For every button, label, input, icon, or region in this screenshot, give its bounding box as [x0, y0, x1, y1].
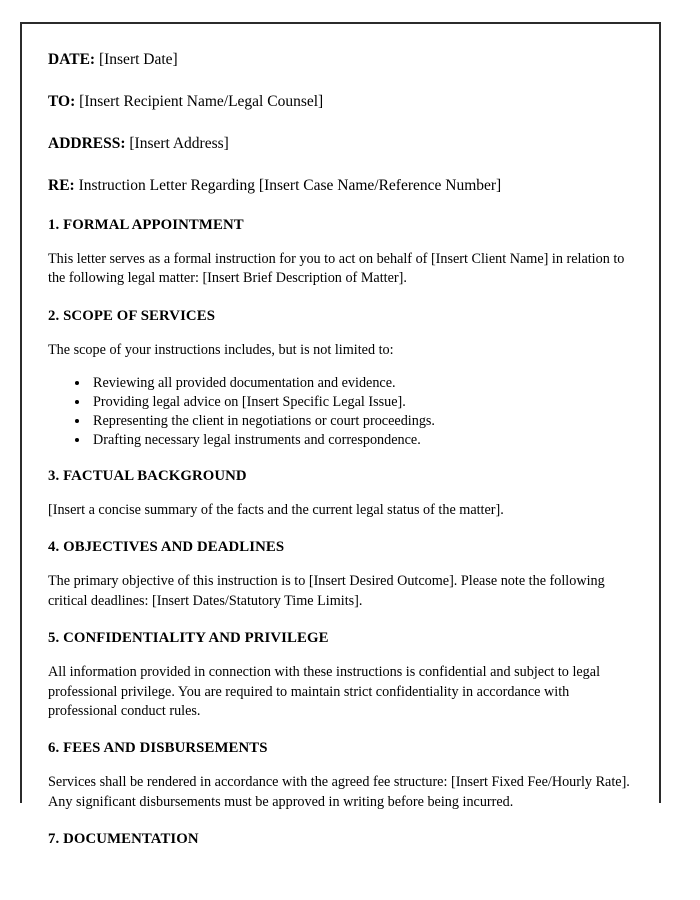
header-line-re	[48, 176, 630, 197]
scope-of-services-list	[48, 374, 630, 450]
header-value-re: Instruction Letter Regarding [Insert Case Name/Reference Number]	[74, 176, 502, 194]
document-page	[20, 22, 661, 848]
list-item: • Reviewing all provided documentation and evidence.	[90, 374, 630, 393]
section-scope-of-services	[48, 307, 630, 450]
section-paragraph: The scope of your instructions includes, but is not limited to:	[48, 341, 394, 358]
header-value-date: [Insert Date]	[95, 51, 178, 68]
section-heading: 1. FORMAL APPOINTMENT	[48, 216, 244, 233]
section-objectives-and-deadlines	[48, 538, 630, 611]
section-factual-background	[48, 467, 630, 521]
section-confidentiality-and-privilege	[48, 629, 630, 721]
header-value-to: [Insert Recipient Name/Legal Counsel]	[75, 92, 324, 110]
section-formal-appointment	[48, 216, 630, 289]
header-label-to: TO:	[48, 92, 76, 110]
section-paragraph: This letter serves as a formal instruction for you to act on behalf of [Insert Client Name] in relation to the following legal matter: [Insert Brief Description of Matter].	[48, 250, 625, 287]
list-item: • Drafting necessary legal instruments and correspondence.	[90, 431, 630, 450]
section-fees-and-disbursements	[48, 739, 630, 812]
section-heading: 2. SCOPE OF SERVICES	[48, 307, 216, 324]
list-item: • Providing legal advice on [Insert Specific Legal Issue].	[90, 393, 630, 412]
header-label-address: ADDRESS:	[48, 134, 126, 152]
section-paragraph: The primary objective of this instruction is to [Insert Desired Outcome]. Please note the following critical deadlines: [Insert Dates/Statutory Time Limits].	[48, 573, 605, 609]
header-line-date	[48, 50, 630, 71]
section-paragraph: All information provided in connection with these instructions is confidential and subject to legal professional privilege. You are required to maintain strict confidentiality in accordance with professional conduct rules.	[48, 664, 601, 719]
header-line-address	[48, 134, 630, 155]
list-item: • Representing the client in negotiations or court proceedings.	[90, 412, 630, 431]
header-label-date: DATE:	[48, 51, 96, 68]
section-heading: 7. DOCUMENTATION	[48, 831, 199, 848]
document-body	[22, 24, 659, 849]
section-heading: 5. CONFIDENTIALITY AND PRIVILEGE	[48, 630, 329, 646]
header-label-re: RE:	[48, 176, 75, 194]
section-documentation	[48, 830, 630, 849]
section-heading: 4. OBJECTIVES AND DEADLINES	[48, 539, 285, 556]
section-paragraph: Services shall be rendered in accordance with the agreed fee structure: [Insert Fixed Fee/Hourly Rate]. Any significant disbursements must be approved in writing before being incurred.	[48, 774, 630, 810]
letter-header-block	[48, 50, 630, 197]
section-paragraph: [Insert a concise summary of the facts and the current legal status of the matter].	[48, 501, 504, 518]
header-value-address: [Insert Address]	[125, 134, 229, 152]
header-line-to	[48, 92, 630, 113]
section-heading: 6. FEES AND DISBURSEMENTS	[48, 740, 268, 757]
section-heading: 3. FACTUAL BACKGROUND	[48, 467, 247, 484]
